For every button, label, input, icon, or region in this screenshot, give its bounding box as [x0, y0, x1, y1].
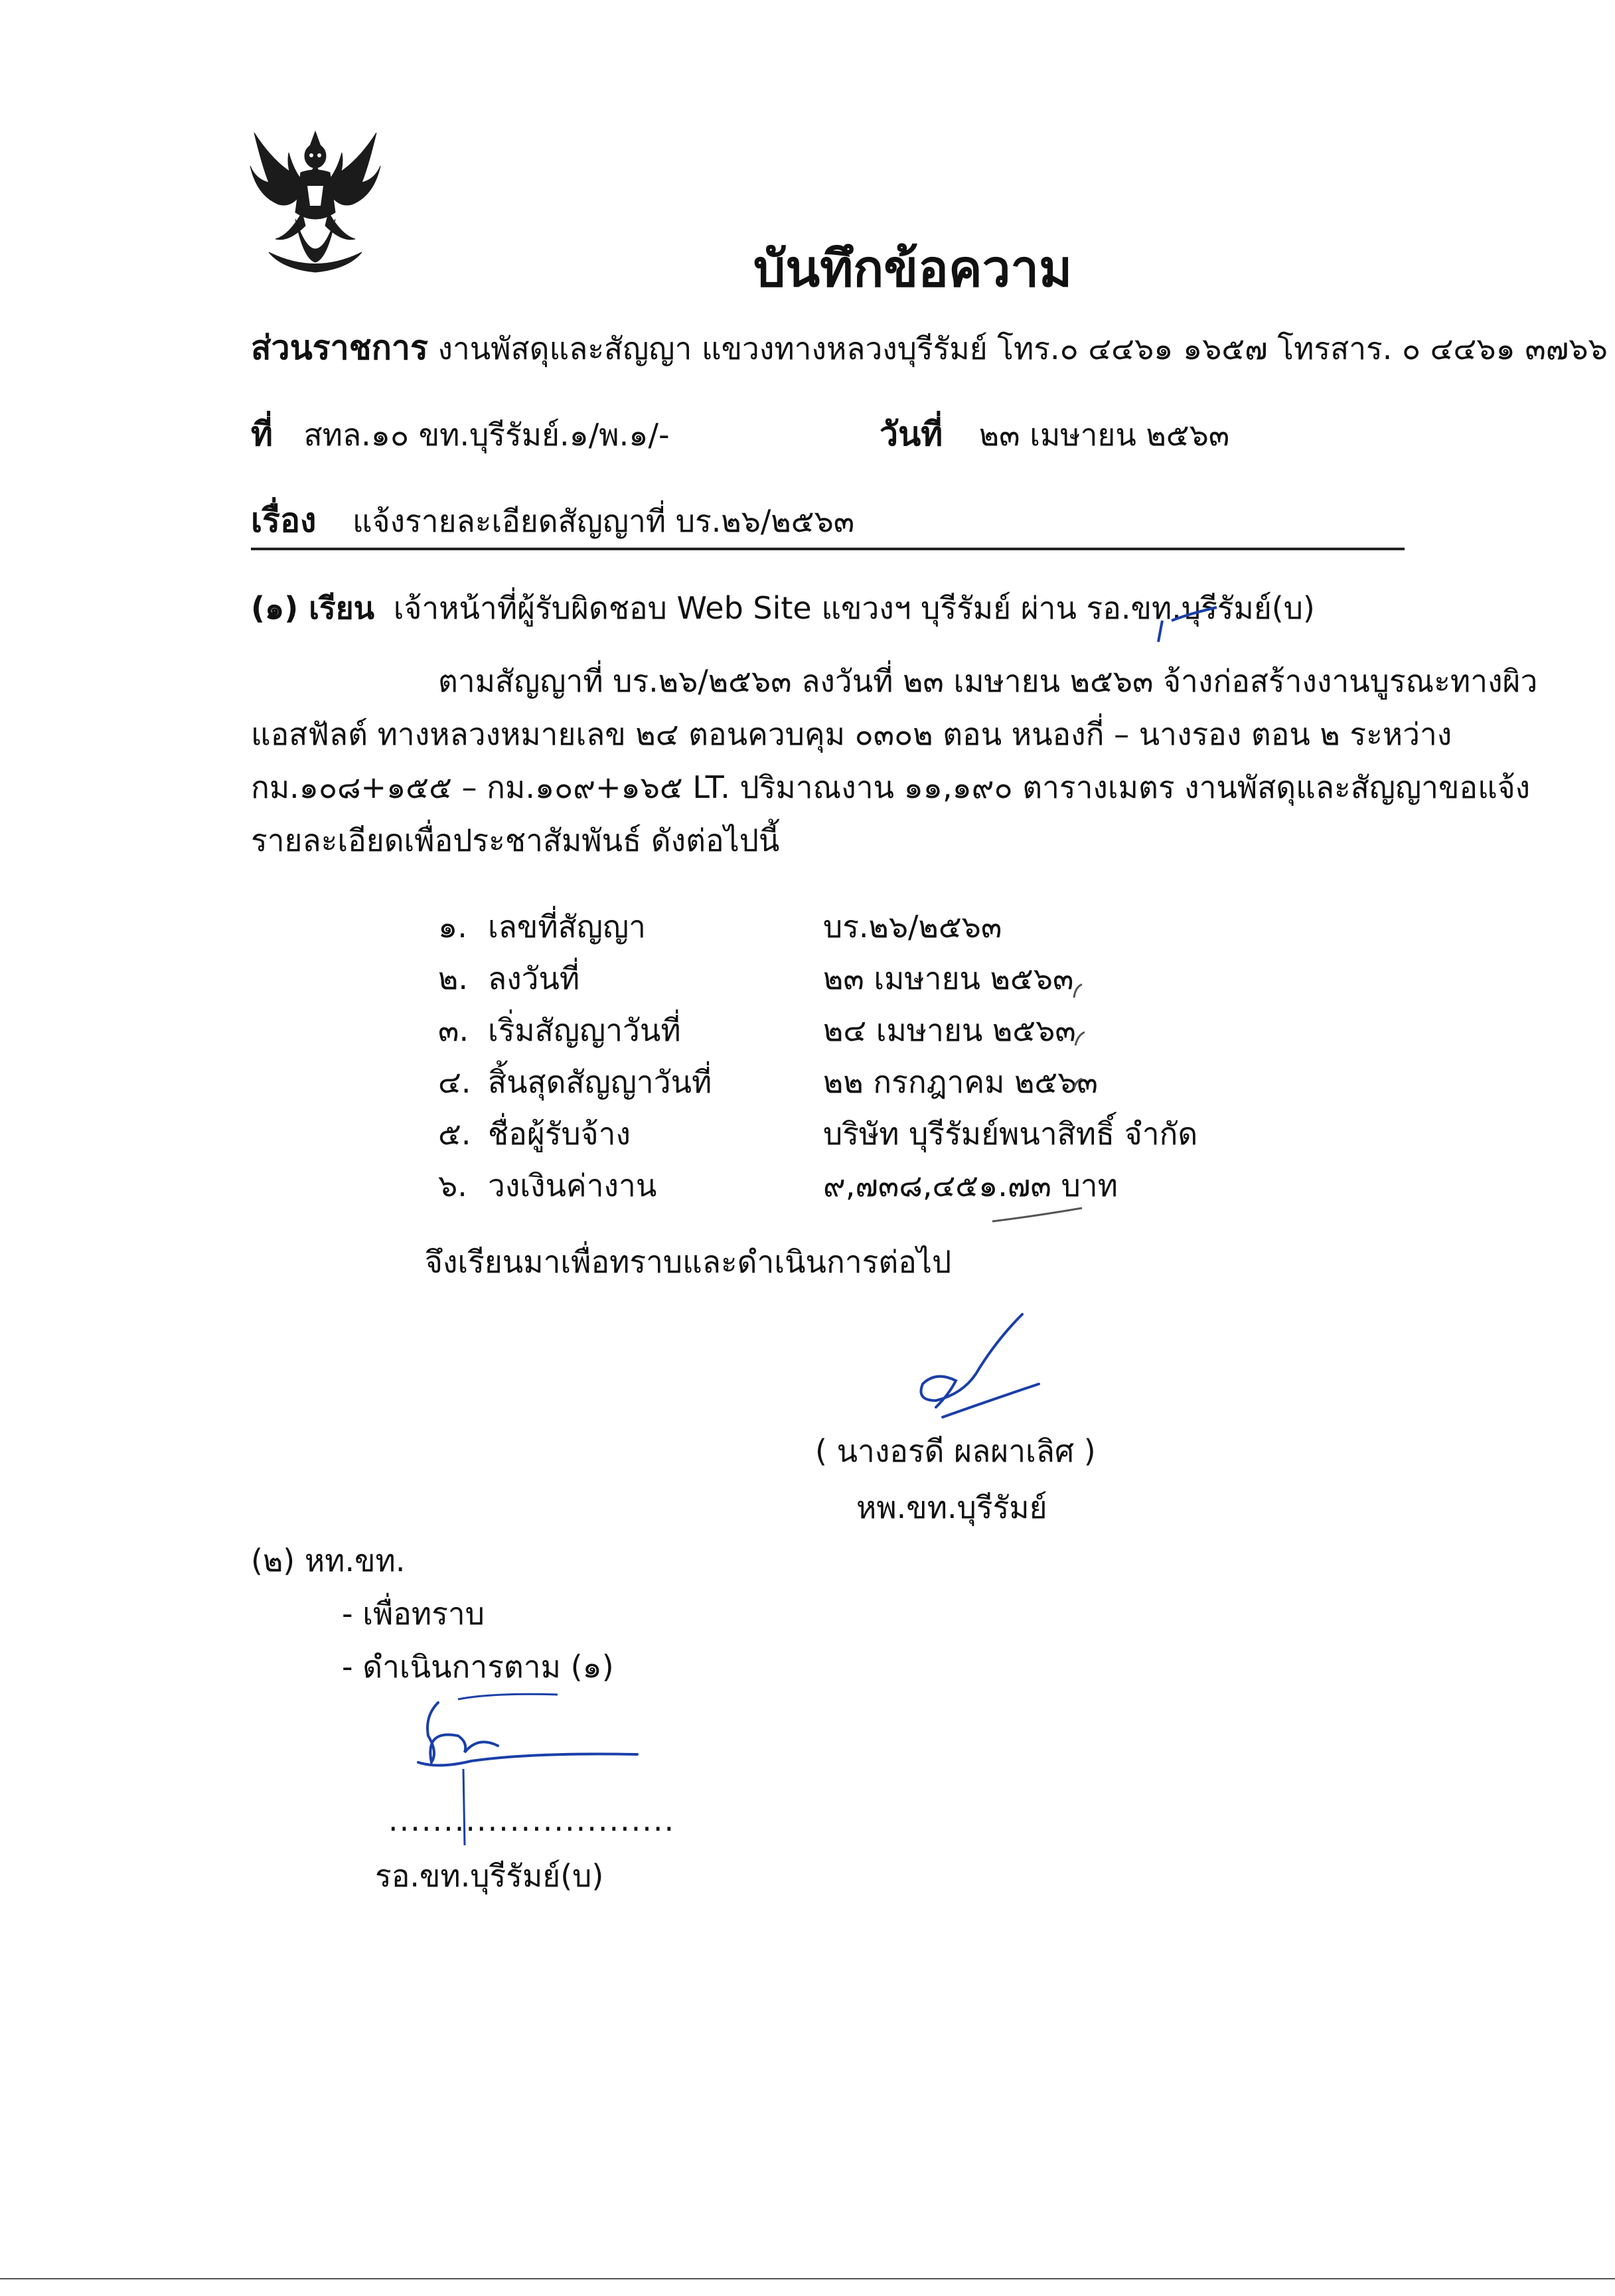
- section2-position: รอ.ขท.บุรีรัมย์(บ): [375, 1858, 604, 1894]
- agency-line: [251, 322, 1608, 374]
- ref-label: ที่: [251, 415, 273, 453]
- detail-label: สิ้นสุดสัญญาวันที่: [488, 1064, 712, 1100]
- underline-mark-icon: [989, 1201, 1089, 1228]
- subject-label: เรื่อง: [251, 501, 317, 540]
- signature-icon: [896, 1301, 1049, 1427]
- detail-value: ๒๔ เมษายน ๒๕๖๓: [823, 1012, 1076, 1048]
- subject-value: แจ้งรายละเอียดสัญญาที่ บร.๒๖/๒๕๖๓: [352, 503, 855, 539]
- detail-number: ๖.: [438, 1168, 467, 1203]
- detail-label: ชื่อผู้รับจ้าง: [488, 1116, 631, 1152]
- detail-number: ๔.: [438, 1064, 471, 1100]
- ref-value: สทล.๑๐ ขท.บุรีรัมย์.๑/พ.๑/-: [303, 417, 670, 453]
- body-line-2: แอสฟัลต์ ทางหลวงหมายเลข ๒๔ ตอนควบคุม ๐๓๐๒ ตอน หนองกี่ – นางรอง ตอน ๒ ระหว่าง: [251, 716, 1452, 752]
- signature-dots: ..........................: [388, 1802, 676, 1838]
- body-line-4: รายละเอียดเพื่อประชาสัมพันธ์ ดังต่อไปนี้: [251, 822, 780, 858]
- closing-text: จึงเรียนมาเพื่อทราบและดำเนินการต่อไป: [425, 1244, 952, 1280]
- detail-value: ๙,๗๓๘,๔๕๑.๗๓ บาท: [823, 1168, 1118, 1203]
- detail-label: ลงวันที่: [488, 960, 580, 996]
- page-bottom-edge: [0, 2278, 1615, 2279]
- agency-label: ส่วนราชการ: [251, 329, 428, 367]
- detail-number: ๕.: [438, 1116, 471, 1152]
- detail-number: ๑.: [438, 909, 467, 945]
- detail-label: วงเงินค่างาน: [488, 1168, 657, 1203]
- addressee-prefix: (๑) เรียน: [251, 590, 375, 626]
- detail-label: เริ่มสัญญาวันที่: [488, 1012, 681, 1048]
- detail-number: ๒.: [438, 960, 468, 996]
- reference-line: [251, 408, 670, 461]
- signer-position: หพ.ขท.บุรีรัมย์: [856, 1490, 1047, 1525]
- section2-heading: (๒) หท.ขท.: [251, 1543, 406, 1578]
- date-line: [880, 408, 1229, 461]
- date-value: ๒๓ เมษายน ๒๕๖๓: [978, 417, 1230, 453]
- section2-item: - เพื่อทราบ: [342, 1596, 485, 1632]
- memo-title: บันทึกข้อความ: [753, 239, 1073, 298]
- subject-line: [251, 495, 854, 547]
- section2-item: - ดำเนินการตาม (๑): [342, 1649, 614, 1685]
- garuda-emblem-icon: [249, 126, 382, 279]
- check-mark-icon: [1152, 601, 1225, 647]
- agency-value: งานพัสดุและสัญญา แขวงทางหลวงบุรีรัมย์ โทร.๐ ๔๔๖๑ ๑๖๕๗ โทรสาร. ๐ ๔๔๖๑ ๓๗๖๖: [437, 331, 1608, 366]
- check-marks-icon: [1055, 979, 1095, 1092]
- header-divider: [251, 548, 1405, 550]
- detail-value: บริษัท บุรีรัมย์พนาสิทธิ์ จำกัด: [823, 1116, 1198, 1152]
- body-line-1: ตามสัญญาที่ บร.๒๖/๒๕๖๓ ลงวันที่ ๒๓ เมษายน ๒๕๖๓ จ้างก่อสร้างงานบูรณะทางผิว: [438, 663, 1538, 699]
- signer-name: ( นางอรดี ผลผาเลิศ ): [815, 1433, 1096, 1469]
- date-label: วันที่: [880, 415, 943, 453]
- detail-value: บร.๒๖/๒๕๖๓: [823, 909, 1002, 945]
- detail-number: ๓.: [438, 1012, 469, 1048]
- body-line-3: กม.๑๐๘+๑๕๕ – กม.๑๐๙+๑๖๕ LT. ปริมาณงาน ๑๑,๑๙๐ ตารางเมตร งานพัสดุและสัญญาขอแจ้ง: [251, 769, 1531, 805]
- detail-label: เลขที่สัญญา: [488, 909, 646, 945]
- detail-value: ๒๒ กรกฎาคม ๒๕๖๓: [823, 1064, 1098, 1100]
- detail-value: ๒๓ เมษายน ๒๕๖๓: [823, 960, 1074, 996]
- addressee-text: เจ้าหน้าที่ผู้รับผิดชอบ Web Site แขวงฯ บุรีรัมย์ ผ่าน รอ.ขท.บุรีรัมย์(บ): [393, 590, 1315, 626]
